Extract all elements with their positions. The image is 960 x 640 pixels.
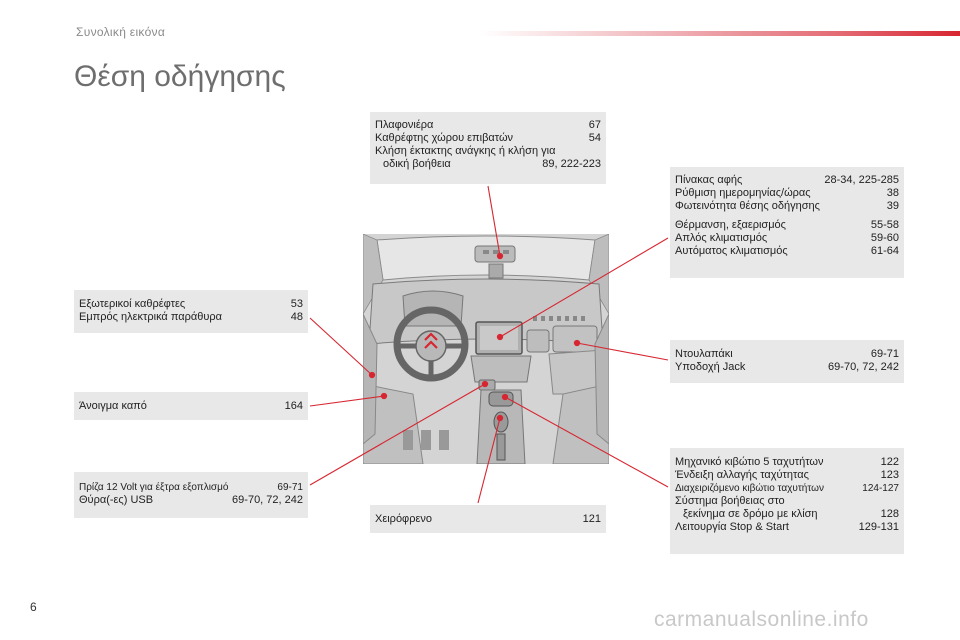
list-item: Εξωτερικοί καθρέφτες 53 <box>79 298 303 310</box>
section-label: Συνολική εικόνα <box>76 25 166 39</box>
glovebox-callout-dot <box>574 340 579 345</box>
watermark: carmanualsonline.info <box>654 608 869 631</box>
glovebox-callout-line <box>577 343 668 360</box>
mirrors-callout-dot <box>369 372 374 377</box>
list-item: Θέρμανση, εξαερισμός 55-58 <box>675 219 899 231</box>
list-item: Υποδοχή Jack 69-70, 72, 242 <box>675 361 899 373</box>
sockets-callout-line <box>310 384 485 485</box>
list-item: Φωτεινότητα θέσης οδήγησης 39 <box>675 200 899 212</box>
list-item: Μηχανικό κιβώτιο 5 ταχυτήτων 122 <box>675 456 899 468</box>
list-item: Πίνακας αφής 28-34, 225-285 <box>675 174 899 186</box>
bonnet-callout-dot <box>381 393 386 398</box>
list-item: ξεκίνημα σε δρόμο με κλίση 128 <box>683 508 899 520</box>
ceiling-callout-line <box>488 186 500 256</box>
list-item: Κλήση έκτακτης ανάγκης ή κλήση για <box>375 145 556 157</box>
gearbox-callout-line <box>505 397 668 487</box>
page-number: 6 <box>30 600 37 614</box>
handbrake-callout-dot <box>497 415 502 420</box>
page-title: Θέση οδήγησης <box>74 60 286 93</box>
mirrors-callout-line <box>310 318 372 375</box>
list-item: Αυτόματος κλιματισμός 61-64 <box>675 245 899 257</box>
list-item: Σύστημα βοήθειας στο <box>675 495 785 507</box>
dashboard-callout-line <box>500 238 668 337</box>
list-item: οδική βοήθεια 89, 222-223 <box>383 158 601 170</box>
dashboard-callout-dot <box>497 334 502 339</box>
gearbox-callout-dot <box>502 394 507 399</box>
list-item: Άνοιγμα καπό 164 <box>79 400 303 412</box>
list-item: Ρύθμιση ημερομηνίας/ώρας 38 <box>675 187 899 199</box>
list-item: Ένδειξη αλλαγής ταχύτητας 123 <box>675 469 899 481</box>
list-item: Εμπρός ηλεκτρικά παράθυρα 48 <box>79 311 303 323</box>
list-item: Θύρα(-ες) USB 69-70, 72, 242 <box>79 494 303 506</box>
list-item: Καθρέφτης χώρου επιβατών 54 <box>375 132 601 144</box>
bonnet-callout-line <box>310 396 384 406</box>
list-item: Χειρόφρενο 121 <box>375 513 601 525</box>
handbrake-callout-line <box>478 418 500 503</box>
list-item: Ντουλαπάκι 69-71 <box>675 348 899 360</box>
list-item: Πρίζα 12 Volt για έξτρα εξοπλισμό 69-71 <box>79 482 303 493</box>
list-item: Διαχειριζόμενο κιβώτιο ταχυτήτων 124-127 <box>675 483 899 494</box>
ceiling-callout-dot <box>497 253 502 258</box>
list-item: Πλαφονιέρα 67 <box>375 119 601 131</box>
sockets-callout-dot <box>482 381 487 386</box>
list-item: Απλός κλιματισμός 59-60 <box>675 232 899 244</box>
list-item: Λειτουργία Stop & Start 129-131 <box>675 521 899 533</box>
